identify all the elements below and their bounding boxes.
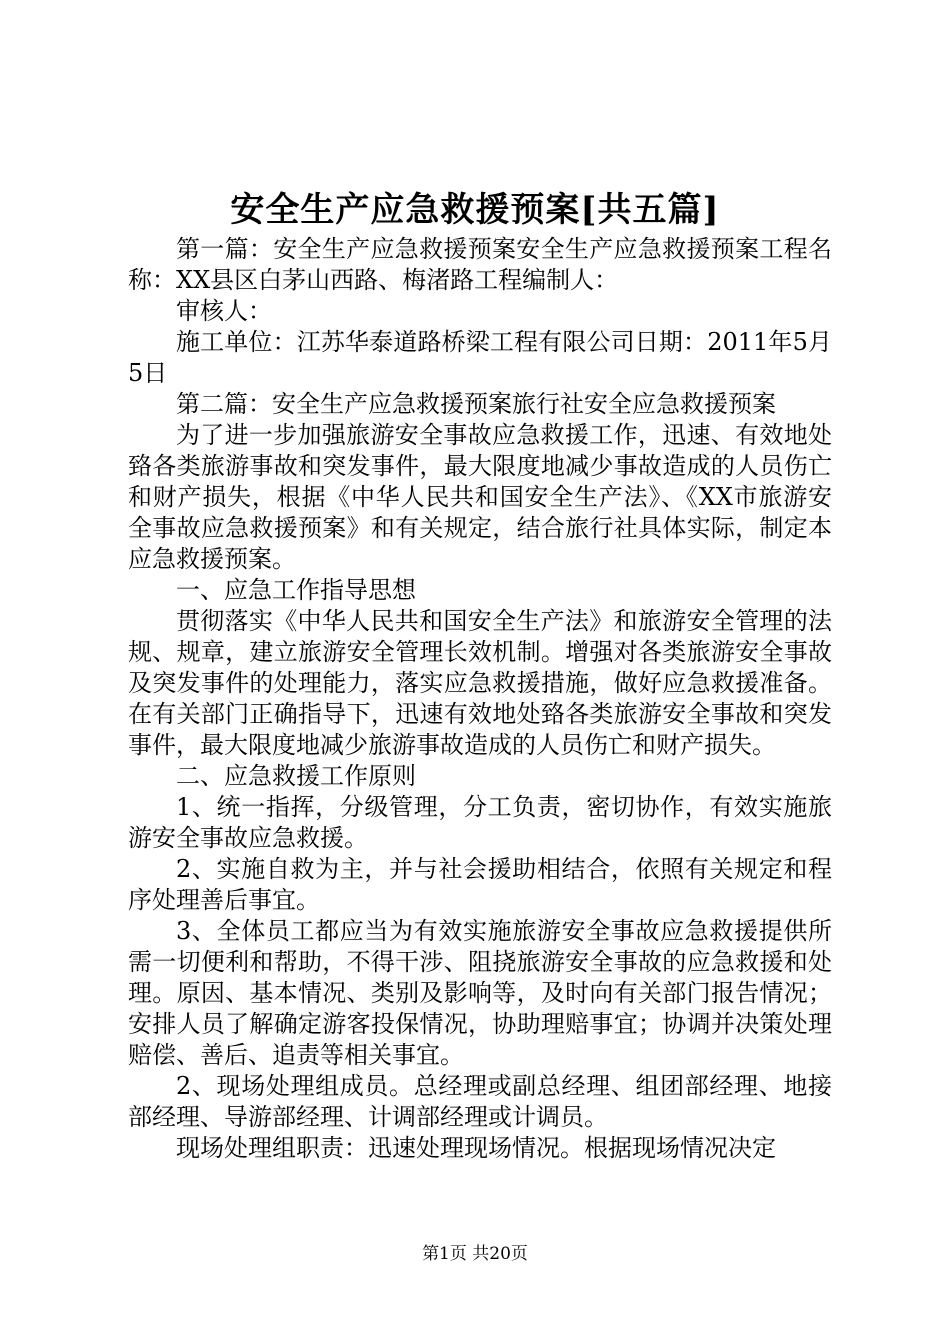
paragraph: 贯彻落实《中华人民共和国安全生产法》和旅游安全管理的法规、规章，建立旅游安全管理长效机制。增强对各类旅游安全事故及突发事件的处理能力，落实应急救援措施，做好应急救援准备。在有关部门正确指导下，迅速有效地处臵各类旅游安全事故和突发事件，最大限度地减少旅游事故造成的人员伤亡和财产损失。 [128,607,832,759]
document-title: 安全生产应急救援预案[共五篇] [230,190,720,230]
paragraph: 2、实施自救为主，并与社会援助相结合，依照有关规定和程序处理善后事宜。 [128,855,832,914]
page-indicator: 第1页 共20页 [422,1244,528,1264]
paragraph: 为了进一步加强旅游安全事故应急救援工作，迅速、有效地处臵各类旅游事故和突发事件，最大限度地减少事故造成的人员伤亡和财产损失，根据《中华人民共和国安全生产法》、《XX市旅游安全事故应急救援预案》和有关规定，结合旅行社具体实际，制定本应急救援预案。 [128,421,832,573]
paragraph: 施工单位：江苏华泰道路桥梁工程有限公司日期：2011年5月5日 [128,328,832,387]
document-body [128,234,832,1164]
paragraph: 第一篇：安全生产应急救援预案安全生产应急救援预案工程名称：XX县区白茅山西路、梅渚路工程编制人： [128,235,832,294]
paragraph: 审核人： [176,297,272,325]
paragraph: 3、全体员工都应当为有效实施旅游安全事故应急救援提供所需一切便利和帮助，不得干涉、阻挠旅游安全事故的应急救援和处理。原因、基本情况、类别及影响等，及时向有关部门报告情况；安排人员了解确定游客投保情况，协助理赔事宜；协调并决策处理赔偿、善后、追责等相关事宜。 [128,917,832,1069]
paragraph: 1、统一指挥，分级管理，分工负责，密切协作，有效实施旅游安全事故应急救援。 [128,793,832,852]
paragraph: 二、应急救援工作原则 [176,762,416,790]
page-footer [0,1242,950,1266]
paragraph: 2、现场处理组成员。总经理或副总经理、组团部经理、地接部经理、导游部经理、计调部经理或计调员。 [128,1072,832,1131]
paragraph: 一、应急工作指导思想 [176,576,416,604]
paragraph: 第二篇：安全生产应急救援预案旅行社安全应急救援预案 [176,390,776,418]
paragraph: 现场处理组职责：迅速处理现场情况。根据现场情况决定 [176,1134,776,1162]
